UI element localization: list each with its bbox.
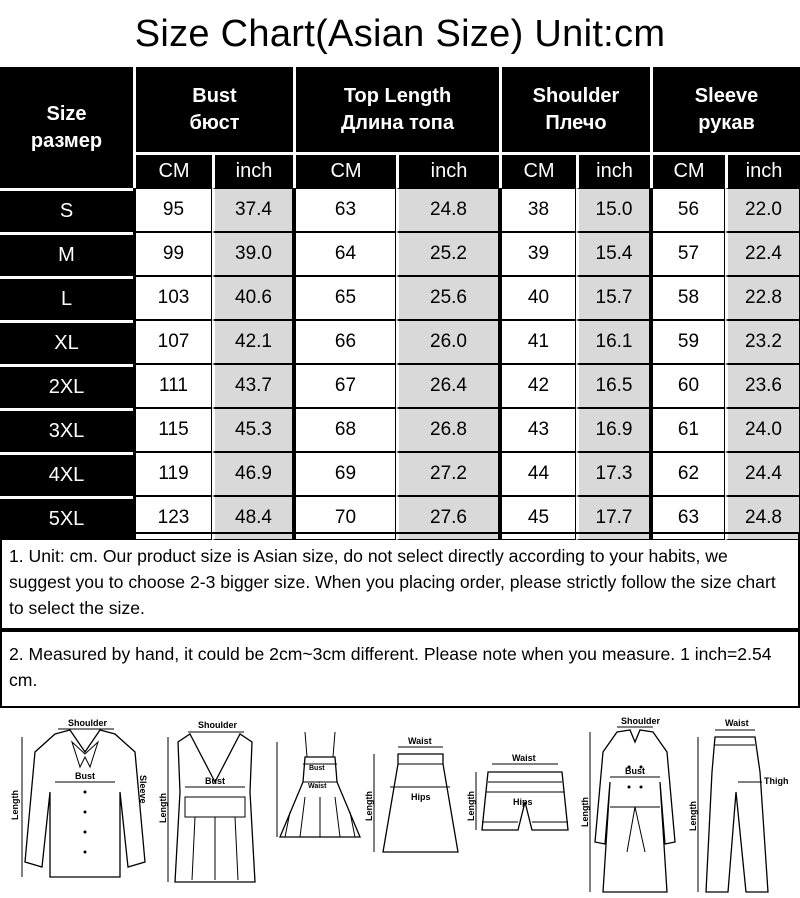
shoulder-header-en: Shoulder	[532, 84, 620, 107]
table-cell: 15.0	[576, 188, 650, 232]
table-cell: 40	[499, 276, 576, 320]
length-label-6: Length	[580, 797, 590, 827]
notes-section	[0, 532, 800, 708]
waist-label-7: Waist	[725, 718, 749, 728]
table-cell: 17.3	[576, 452, 650, 496]
table-cell: 23.2	[725, 320, 800, 364]
bust-label: Bust	[75, 771, 95, 781]
table-cell: 24.4	[725, 452, 800, 496]
shoulder-label-6: Shoulder	[621, 716, 661, 726]
tank-top-diagram	[160, 712, 270, 892]
table-cell: 22.0	[725, 188, 800, 232]
top-length-header-en: Top Length	[343, 84, 452, 107]
table-cell: 115	[133, 408, 212, 452]
table-cell: 45	[499, 496, 576, 540]
table-cell: 68	[293, 408, 396, 452]
pants-diagram	[690, 712, 795, 898]
hips-label-5: Hips	[513, 797, 533, 807]
bust-label-6: Bust	[625, 766, 645, 776]
row-size-label: 4XL	[0, 452, 133, 496]
table-cell: 16.1	[576, 320, 650, 364]
table-cell: 58	[650, 276, 725, 320]
unit-cell: CM	[293, 152, 396, 188]
shoulder-label-2: Shoulder	[198, 720, 238, 730]
table-cell: 39	[499, 232, 576, 276]
top-length-header-ru: Длина топа	[341, 111, 454, 134]
table-cell: 26.0	[396, 320, 499, 364]
unit-cell: CM	[133, 152, 212, 188]
unit-cell: inch	[212, 152, 293, 188]
table-cell: 42	[499, 364, 576, 408]
table-cell: 24.0	[725, 408, 800, 452]
bust-header-en: Bust	[192, 84, 237, 107]
table-cell: 40.6	[212, 276, 293, 320]
thigh-label-7: Thigh	[764, 776, 789, 786]
length-label-4: Length	[364, 791, 374, 821]
waist-label-5: Waist	[512, 753, 536, 763]
row-size-label: 3XL	[0, 408, 133, 452]
table-cell: 111	[133, 364, 212, 408]
waist-label-4: Waist	[408, 736, 432, 746]
row-size-label: S	[0, 188, 133, 232]
table-cell: 62	[650, 452, 725, 496]
table-cell: 16.9	[576, 408, 650, 452]
bust-header	[133, 67, 293, 152]
row-size-label: L	[0, 276, 133, 320]
table-cell: 26.4	[396, 364, 499, 408]
table-cell: 37.4	[212, 188, 293, 232]
shoulder-header-ru: Плечо	[545, 111, 607, 134]
note-2: 2. Measured by hand, it could be 2cm~3cm different. Please note when you measure. 1 inch=2.54 cm.	[0, 630, 800, 708]
table-cell: 99	[133, 232, 212, 276]
unit-cell: inch	[576, 152, 650, 188]
table-cell: 119	[133, 452, 212, 496]
table-cell: 70	[293, 496, 396, 540]
length-label-5: Length	[466, 791, 476, 821]
blouse-diagram	[10, 712, 160, 892]
table-cell: 17.7	[576, 496, 650, 540]
table-cell: 56	[650, 188, 725, 232]
table-cell: 69	[293, 452, 396, 496]
table-cell: 23.6	[725, 364, 800, 408]
table-cell: 43.7	[212, 364, 293, 408]
sleeve-header-en: Sleeve	[694, 84, 759, 107]
size-table	[0, 67, 800, 540]
shoulder-header	[499, 67, 650, 152]
table-cell: 43	[499, 408, 576, 452]
table-cell: 15.7	[576, 276, 650, 320]
table-cell: 95	[133, 188, 212, 232]
note-1: 1. Unit: cm. Our product size is Asian size, do not select directly according to your habits, we suggest you to choose 2-3 bigger size. When you placing order, please strictly follow the size chart to select the size.	[0, 532, 800, 630]
table-cell: 38	[499, 188, 576, 232]
bust-header-ru: бюст	[189, 111, 240, 134]
length-label: Length	[10, 790, 20, 820]
unit-cell: CM	[650, 152, 725, 188]
table-cell: 16.5	[576, 364, 650, 408]
top-length-header	[293, 67, 499, 152]
dress-diagram	[275, 712, 365, 892]
skirt-diagram	[364, 712, 468, 892]
table-cell: 46.9	[212, 452, 293, 496]
table-cell: 24.8	[396, 188, 499, 232]
waist-label-3: Waist	[308, 783, 327, 790]
table-cell: 59	[650, 320, 725, 364]
length-label-7: Length	[688, 801, 698, 831]
table-cell: 66	[293, 320, 396, 364]
table-cell: 41	[499, 320, 576, 364]
page-title: Size Chart(Asian Size) Unit:cm	[134, 12, 666, 55]
table-cell: 61	[650, 408, 725, 452]
table-cell: 67	[293, 364, 396, 408]
table-cell: 123	[133, 496, 212, 540]
table-cell: 63	[650, 496, 725, 540]
table-cell: 63	[293, 188, 396, 232]
table-cell: 25.2	[396, 232, 499, 276]
table-cell: 64	[293, 232, 396, 276]
table-cell: 15.4	[576, 232, 650, 276]
table-cell: 22.4	[725, 232, 800, 276]
table-cell: 26.8	[396, 408, 499, 452]
row-size-label: XL	[0, 320, 133, 364]
length-label-2: Length	[158, 793, 168, 823]
unit-cell: inch	[396, 152, 499, 188]
bust-label-3: Bust	[309, 765, 325, 772]
table-cell: 45.3	[212, 408, 293, 452]
sleeve-header	[650, 67, 800, 152]
sleeve-label: Sleeve	[138, 775, 148, 804]
table-cell: 44	[499, 452, 576, 496]
table-cell: 22.8	[725, 276, 800, 320]
size-header-ru: размер	[30, 129, 103, 152]
table-cell: 27.2	[396, 452, 499, 496]
table-cell: 65	[293, 276, 396, 320]
table-cell: 25.6	[396, 276, 499, 320]
shoulder-label: Shoulder	[68, 718, 108, 728]
table-cell: 60	[650, 364, 725, 408]
size-header	[0, 67, 133, 188]
table-cell: 107	[133, 320, 212, 364]
bust-label-2: Bust	[205, 776, 225, 786]
table-cell: 48.4	[212, 496, 293, 540]
table-cell: 103	[133, 276, 212, 320]
hips-label-4: Hips	[411, 792, 431, 802]
row-size-label: 5XL	[0, 496, 133, 540]
measurement-diagrams	[0, 712, 800, 898]
row-size-label: 2XL	[0, 364, 133, 408]
table-cell: 42.1	[212, 320, 293, 364]
sleeve-header-ru: рукав	[698, 111, 755, 134]
table-cell: 57	[650, 232, 725, 276]
table-cell: 39.0	[212, 232, 293, 276]
coat-diagram	[580, 712, 685, 898]
row-size-label: M	[0, 232, 133, 276]
unit-cell: CM	[499, 152, 576, 188]
size-header-en: Size	[46, 102, 87, 125]
table-cell: 24.8	[725, 496, 800, 540]
shorts-diagram	[466, 712, 580, 892]
table-cell: 27.6	[396, 496, 499, 540]
unit-cell: inch	[725, 152, 800, 188]
